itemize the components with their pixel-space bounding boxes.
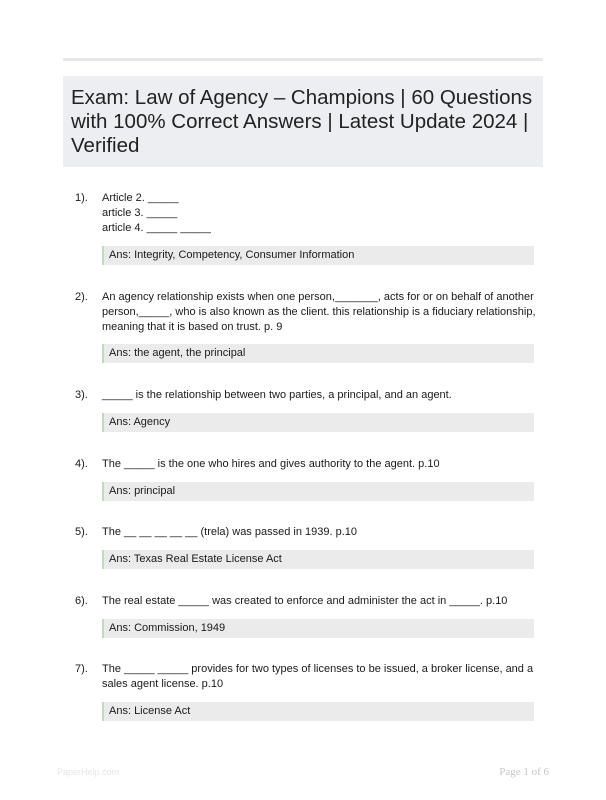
question-text: The _____ _____ provides for two types of licenses to be issued, a broker license, and a sales agent license. p.10 [102, 663, 534, 690]
footer-watermark: PaperHelp.com [57, 767, 120, 777]
question-text: The __ __ __ __ __ (trela) was passed in 1939. p.10 [102, 526, 358, 538]
answer-box: Ans: License Act [102, 702, 534, 721]
question-number: 2). [75, 291, 88, 303]
question-text: The real estate _____ was created to enforce and administer the act in _____. p.10 [102, 595, 508, 607]
question-text: The _____ is the one who hires and gives authority to the agent. p.10 [102, 458, 440, 470]
question-text [102, 191, 538, 236]
answer-box: Ans: principal [102, 482, 534, 501]
answer-box: Ans: Texas Real Estate License Act [102, 550, 534, 569]
question-number: 3). [75, 389, 88, 401]
question-number: 1). [75, 192, 88, 204]
question-number: 5). [75, 526, 88, 538]
question-text: _____ is the relationship between two parties, a principal, and an agent. [102, 389, 452, 401]
question-line: article 3. _____ [102, 207, 178, 219]
question-text: An agency relationship exists when one person,_______, acts for or on behalf of another person,_____, who is also known as the client. this relationship is a fiduciary relationship, meaning that it is based on trust. p. 9 [102, 291, 536, 333]
answer-box: Ans: the agent, the principal [102, 344, 534, 363]
page-number: Page 1 of 6 [499, 766, 549, 778]
top-divider [63, 58, 543, 61]
answer-box: Ans: Agency [102, 413, 534, 432]
answer-box: Ans: Integrity, Competency, Consumer Information [102, 246, 534, 265]
question-number: 4). [75, 458, 88, 470]
answer-box: Ans: Commission, 1949 [102, 619, 534, 638]
title-box [63, 76, 543, 167]
question-number: 6). [75, 595, 88, 607]
question-line: Article 2. _____ [102, 192, 179, 204]
question-number: 7). [75, 663, 88, 675]
question-line: article 4. _____ _____ [102, 222, 211, 234]
document-title: Exam: Law of Agency – Champions | 60 Questions with 100% Correct Answers | Latest Update 2024 | Verified [71, 86, 533, 157]
